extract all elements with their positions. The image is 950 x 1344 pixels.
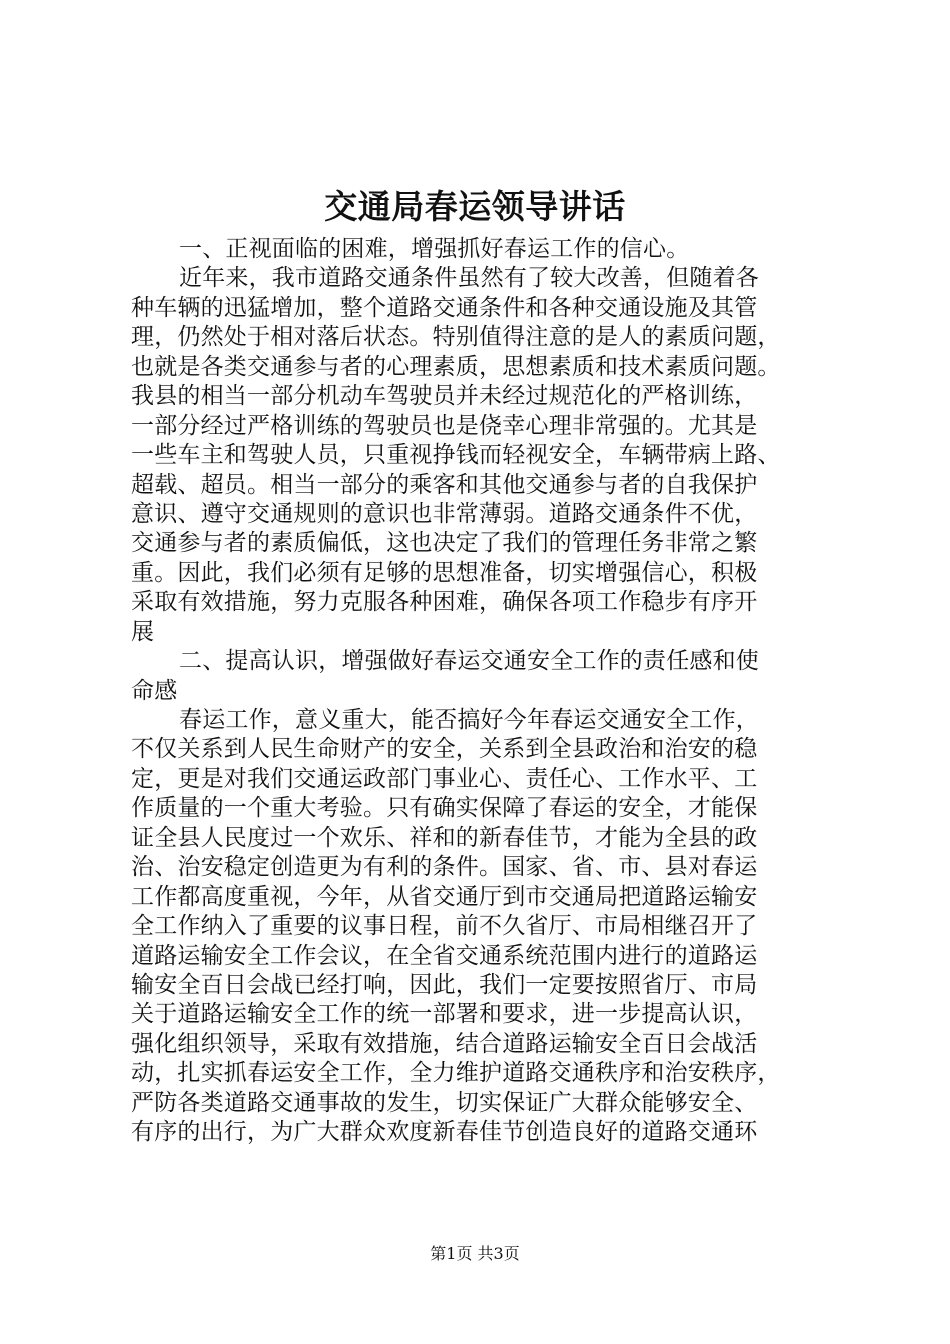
text-line: 工作都高度重视，今年，从省交通厅到市交通局把道路运输安 [131,883,758,910]
text-line: 动，扎实抓春运安全工作，全力维护道路交通秩序和治安秩序， [131,1060,781,1087]
text-line: 展 [131,618,155,645]
text-line: 关于道路运输安全工作的统一部署和要求，进一步提高认识， [131,1001,758,1028]
text-line: 重。因此，我们必须有足够的思想准备，切实增强信心，积极 [131,559,758,586]
text-line: 一、正视面临的困难，增强抓好春运工作的信心。 [179,236,690,262]
text-line: 也就是各类交通参与者的心理素质，思想素质和技术素质问题。 [131,353,781,380]
text-line: 一些车主和驾驶人员，只重视挣钱而轻视安全，车辆带病上路、 [131,442,781,469]
text-line: 交通参与者的素质偏低，这也决定了我们的管理任务非常之繁 [131,530,758,557]
page-footer: 第1页 共3页 [430,1244,520,1263]
text-line: 证全县人民度过一个欢乐、祥和的新春佳节，才能为全县的政 [131,824,758,851]
document-title: 交通局春运领导讲话 [324,187,626,226]
text-line: 强化组织领导，采取有效措施，结合道路运输安全百日会战活 [131,1030,758,1057]
text-line: 二、提高认识，增强做好春运交通安全工作的责任感和使 [179,648,759,675]
text-line: 道路运输安全工作会议，在全省交通系统范围内进行的道路运 [131,942,758,969]
text-line: 意识、遵守交通规则的意识也非常薄弱。道路交通条件不优， [131,500,758,527]
text-line: 治、治安稳定创造更为有利的条件。国家、省、市、县对春运 [131,854,758,881]
text-line: 采取有效措施，努力克服各种困难，确保各项工作稳步有序开 [131,589,758,616]
text-line: 全工作纳入了重要的议事日程，前不久省厅、市局相继召开了 [131,913,758,940]
text-line: 种车辆的迅猛增加，整个道路交通条件和各种交通设施及其管 [131,294,758,321]
text-line: 不仅关系到人民生命财产的安全，关系到全县政治和治安的稳 [131,736,758,763]
text-line: 近年来，我市道路交通条件虽然有了较大改善，但随着各 [179,265,759,292]
text-line: 作质量的一个重大考验。只有确实保障了春运的安全，才能保 [131,795,758,822]
text-line: 春运工作，意义重大，能否搞好今年春运交通安全工作， [179,707,759,733]
text-line: 输安全百日会战已经打响，因此，我们一定要按照省厅、市局 [131,971,758,998]
document-body [131,235,831,1148]
text-line: 我县的相当一部分机动车驾驶员并未经过规范化的严格训练， [131,383,758,410]
text-line: 超载、超员。相当一部分的乘客和其他交通参与者的自我保护 [131,471,758,498]
text-line: 一部分经过严格训练的驾驶员也是侥幸心理非常强的。尤其是 [131,412,758,439]
text-line: 有序的出行，为广大群众欢度新春佳节创造良好的道路交通环 [131,1119,758,1146]
text-line: 命感 [131,677,178,704]
text-line: 定，更是对我们交通运政部门事业心、责任心、工作水平、工 [131,765,758,792]
text-line: 严防各类道路交通事故的发生，切实保证广大群众能够安全、 [131,1089,758,1116]
text-line: 理，仍然处于相对落后状态。特别值得注意的是人的素质问题， [131,324,781,351]
